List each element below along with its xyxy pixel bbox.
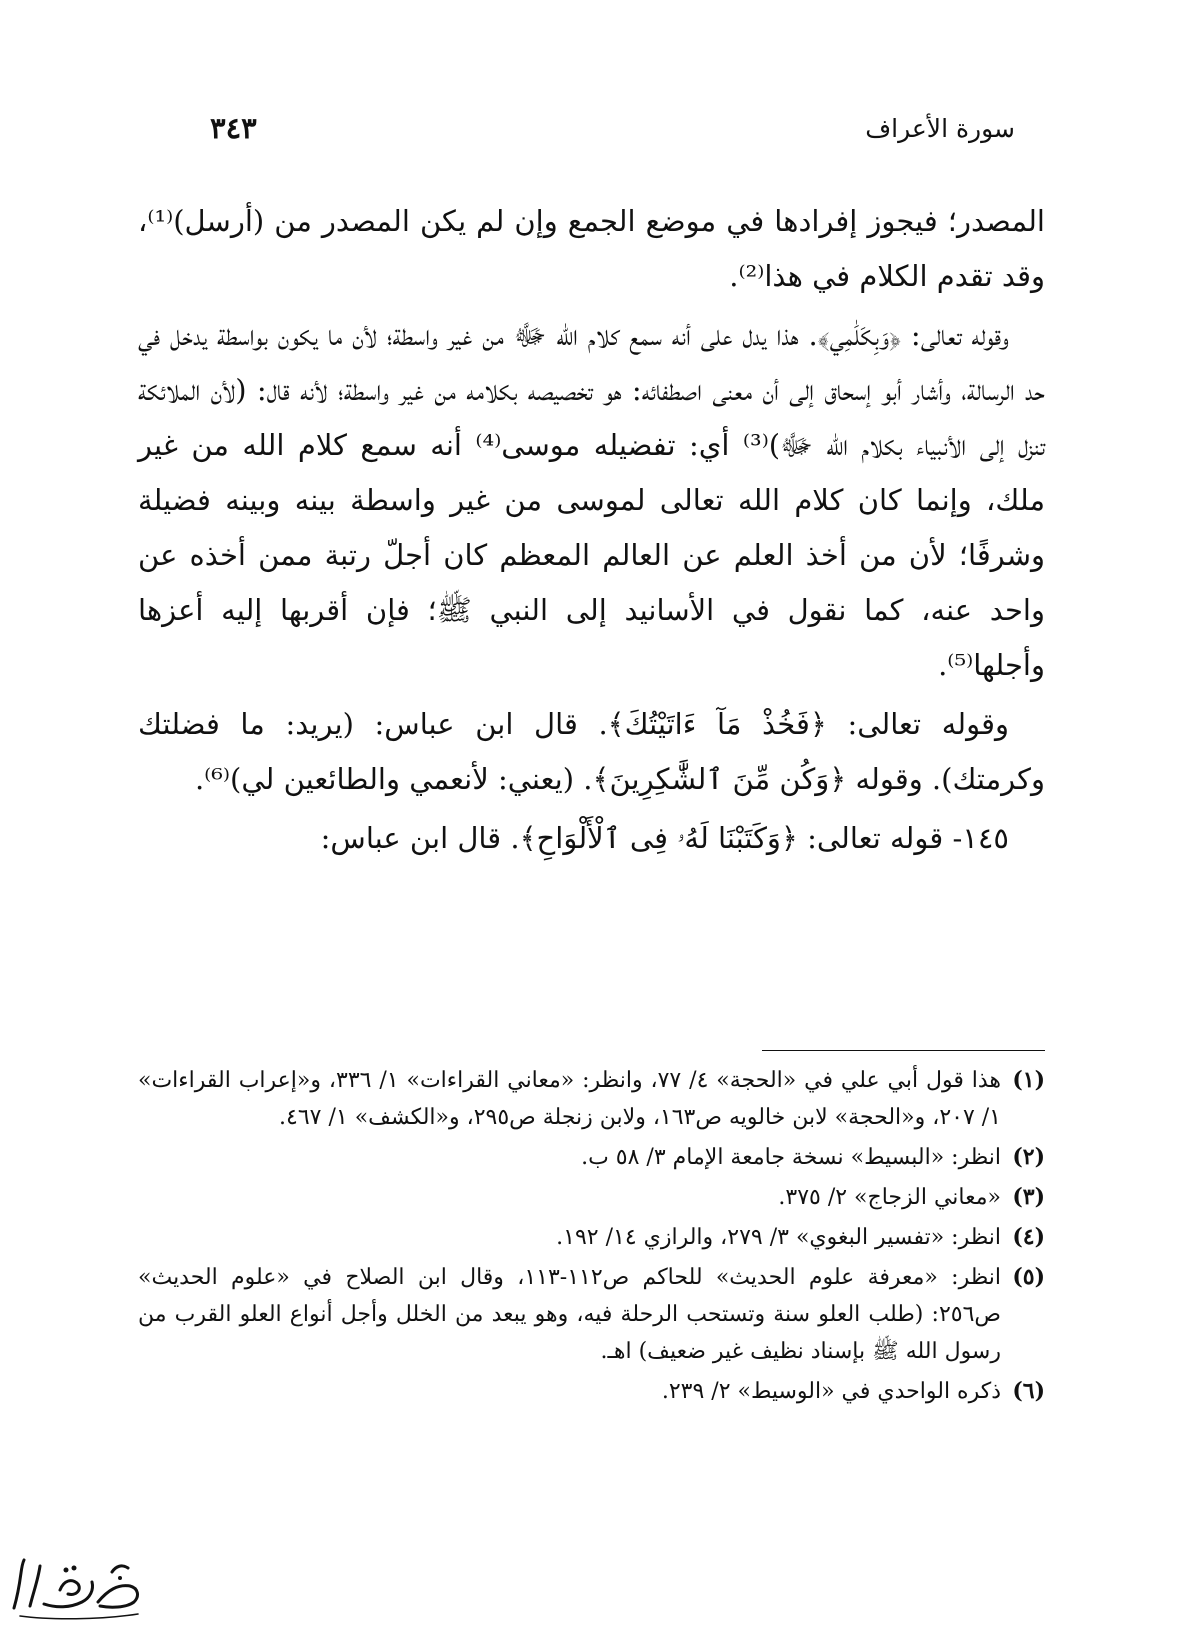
chapter-title: سورة الأعراف	[865, 113, 1015, 143]
footnote-number: (١)	[1012, 1067, 1045, 1093]
footnote-number: (٥)	[1012, 1264, 1045, 1290]
footnote-item	[138, 1373, 1045, 1410]
footnote-item	[138, 1062, 1045, 1136]
main-text	[138, 194, 1045, 870]
running-head	[210, 108, 1015, 148]
footnote-text: انظر: «البسيط» نسخة جامعة الإمام ٣/ ٥٨ ب.	[581, 1145, 1001, 1170]
paragraph-wa-bikalami: وقوله تعالى: ﴿وَبِكَلَٰمِي﴾. هذا يدل على أنه سمع كلام الله ﷻ من غير واسطة؛ لأن ما يكون بواسطة يدخل في حد الرسالة، وأشار أبو إسحاق إلى أن معنى اصطفائه: هو تخصيصه بكلامه من غير واسطة؛ لأنه قال: (لأن الملائكة تنزل إلى الأنبياء بكلام الله ﷻ)⁽³⁾ أي: تفضيله موسى⁽⁴⁾ أنه سمع كلام الله من غير ملك، وإنما كان كلام الله تعالى لموسى من غير واسطة بينه وبينه فضيلة وشرفًا؛ لأن من أخذ العلم عن العالم المعظم كان أجلّ رتبة ممن أخذه عن واحد عنه، كما نقول في الأسانيد إلى النبي ﷺ؛ فإن أقربها إليه أعزها وأجلها⁽⁵⁾.	[138, 318, 1046, 682]
paragraph-verse-145: ١٤٥- قوله تعالى: ﴿وَكَتَبْنَا لَهُۥ فِى ٱلْأَلْوَاحِ﴾. قال ابن عباس:	[320, 821, 1009, 855]
footnote-number: (٤)	[1012, 1224, 1045, 1250]
footnote-item	[138, 1259, 1045, 1370]
page-number: ٣٤٣	[210, 111, 257, 145]
calligraphy-seal-icon	[0, 1550, 150, 1622]
paragraph-fa-khudh: وقوله تعالى: ﴿فَخُذْ مَآ ءَاتَيْتُكَ﴾. قال ابن عباس: (يريد: ما فضلتك وكرمتك). وقوله ﴿وَكُن مِّنَ ٱلشَّٰكِرِينَ﴾. (يعني: لأنعمي والطائعين لي)⁽⁶⁾.	[138, 707, 1045, 796]
footnote-item	[138, 1179, 1045, 1216]
footnote-item	[138, 1139, 1045, 1176]
footnote-number: (٣)	[1012, 1184, 1045, 1210]
footnote-text: انظر: «تفسير البغوي» ٣/ ٢٧٩، والرازي ١٤/ ١٩٢.	[556, 1225, 1001, 1250]
footnote-text: ذكره الواحدي في «الوسيط» ٢/ ٢٣٩.	[661, 1379, 1001, 1404]
footnote-divider	[762, 1050, 1045, 1051]
footnote-text: «معاني الزجاج» ٢/ ٣٧٥.	[778, 1185, 1001, 1210]
footnote-text: انظر: «معرفة علوم الحديث» للحاكم ص١١٢-١١٣، وقال ابن الصلاح في «علوم الحديث» ص٢٥٦: (طلب العلو سنة وتستحب الرحلة فيه، وهو يبعد من الخلل وأجل أنواع العلو القرب من رسول الله ﷺ بإسناد نظيف غير ضعيف) اهـ.	[138, 1265, 1001, 1364]
footnote-text: هذا قول أبي علي في «الحجة» ٤/ ٧٧، وانظر: «معاني القراءات» ١/ ٣٣٦، و«إعراب القراءات» ١/ ٢٠٧، و«الحجة» لابن خالويه ص١٦٣، ولابن زنجلة ص٢٩٥، و«الكشف» ١/ ٤٦٧.	[138, 1068, 1002, 1130]
footnote-number: (٢)	[1012, 1144, 1045, 1170]
footnote-item	[138, 1219, 1045, 1256]
footnote-number: (٦)	[1012, 1378, 1045, 1404]
paragraph-continuation: المصدر؛ فيجوز إفرادها في موضع الجمع وإن لم يكن المصدر من (أرسل)⁽¹⁾، وقد تقدم الكلام في هذا⁽²⁾.	[138, 204, 1045, 293]
footnotes	[138, 1062, 1045, 1413]
